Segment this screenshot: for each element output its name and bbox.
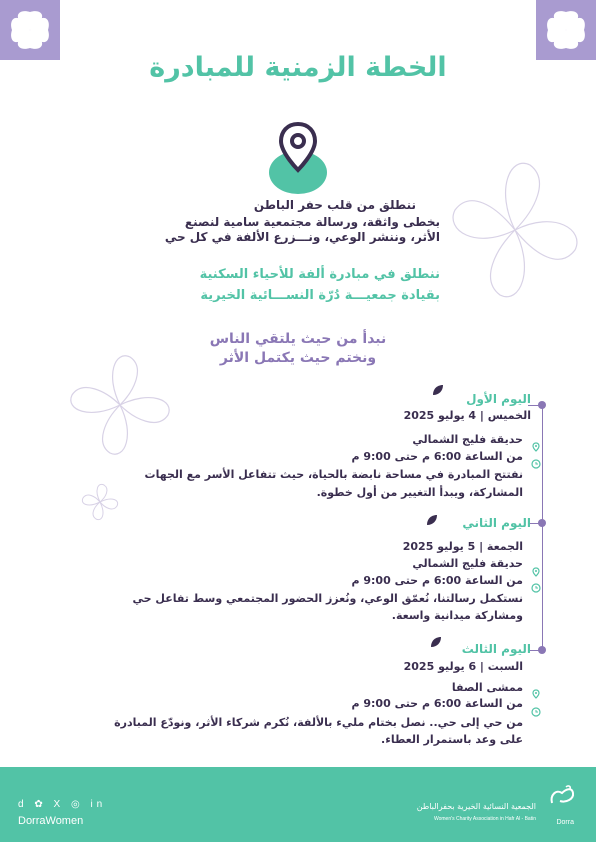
intro-line-2: بخطى واثقة، ورسالة مجتمعية سامية لنصنع bbox=[184, 215, 440, 229]
day-2-time: من الساعة 6:00 م حتى 9:00 م bbox=[351, 574, 523, 587]
day-3-time: من الساعة 6:00 م حتى 9:00 م bbox=[351, 697, 523, 710]
intro-green-2: بقيادة جمعيـــة دُرّة النســـائية الخيرية bbox=[200, 288, 440, 303]
day-3-location: ممشى الصفا bbox=[451, 681, 523, 694]
day-2-date: الجمعة | 5 يوليو 2025 bbox=[402, 540, 523, 553]
dorra-logo-icon bbox=[548, 785, 576, 811]
day-2-desc-2: ومشاركة ميدانية واسعة. bbox=[391, 609, 523, 622]
org-name-en: Women's Charity Association in Hafr Al - Batin bbox=[433, 816, 536, 822]
leaf-icon-3 bbox=[430, 633, 442, 652]
footer bbox=[0, 767, 596, 842]
intro-purple-2: ونختم حيث يكتمل الأثر bbox=[219, 350, 377, 366]
timeline-dot-1 bbox=[538, 401, 546, 409]
leaf-icon-2 bbox=[426, 511, 438, 530]
intro-line-3: الأثر، وننشر الوعي، ونـــزرع الألفة في كل حي bbox=[164, 230, 440, 244]
day-1-date: الخميس | 4 يوليو 2025 bbox=[403, 409, 531, 422]
day-2-desc-1: نستكمل رسالتنا، نُعمّق الوعي، ونُعزز الحضور المجتمعي وسط تفاعل حي bbox=[132, 592, 523, 605]
page-title: الخطة الزمنية للمبادرة bbox=[149, 52, 447, 83]
social-icons[interactable]: d ✿ X ◎ in bbox=[18, 799, 107, 810]
intro-line-1: ننطلق من قلب حفر الباطن bbox=[253, 198, 416, 212]
day-1-desc-2: المشاركة، ويبدأ التغيير من أول خطوة. bbox=[316, 486, 523, 499]
clock-icon bbox=[531, 454, 541, 473]
location-pin-icon bbox=[278, 122, 318, 174]
org-name-ar: الجمعية النسائية الخيرية بحفرالباطن bbox=[416, 802, 536, 811]
day-1-time: من الساعة 6:00 م حتى 9:00 م bbox=[351, 450, 523, 463]
clock-icon bbox=[531, 702, 541, 721]
day-3-date: السبت | 6 يوليو 2025 bbox=[403, 660, 523, 673]
day-2-location: حديقة فليج الشمالي bbox=[412, 557, 523, 570]
day-3-desc-1: من حي إلى حي.. نصل بختام مليء بالألفة، نُكرم شركاء الأثر، ونودّع المبادرة bbox=[114, 716, 523, 729]
corner-flower-right bbox=[536, 0, 596, 60]
leaf-icon-1 bbox=[432, 381, 444, 400]
day-1-desc-1: نفتتح المبادرة في مساحة نابضة بالحياة، حيث تتفاعل الأسر مع الجهات bbox=[144, 468, 523, 481]
corner-flower-left bbox=[0, 0, 60, 60]
decor-flower-small bbox=[78, 480, 123, 525]
day-2-title: اليوم الثاني bbox=[462, 516, 531, 530]
day-1-title: اليوم الأول bbox=[466, 392, 531, 406]
timeline-line bbox=[542, 405, 543, 650]
logo-text-en: Dorra bbox=[556, 819, 574, 826]
day-1-location: حديقة فليج الشمالي bbox=[412, 433, 523, 446]
timeline-dot-2 bbox=[538, 519, 546, 527]
social-handle[interactable]: DorraWomen bbox=[18, 815, 84, 827]
decor-flower-right bbox=[440, 150, 590, 310]
location-icon bbox=[531, 684, 541, 703]
day-3-desc-2: على وعد باستمرار العطاء. bbox=[381, 733, 523, 746]
clock-icon bbox=[531, 578, 541, 597]
timeline-dot-3 bbox=[538, 646, 546, 654]
intro-purple-1: نبدأ من حيث يلتقي الناس bbox=[209, 331, 387, 347]
day-3-title: اليوم الثالث bbox=[461, 642, 531, 656]
intro-green-1: ننطلق في مبادرة ألفة للأحياء السكنية bbox=[199, 267, 440, 282]
